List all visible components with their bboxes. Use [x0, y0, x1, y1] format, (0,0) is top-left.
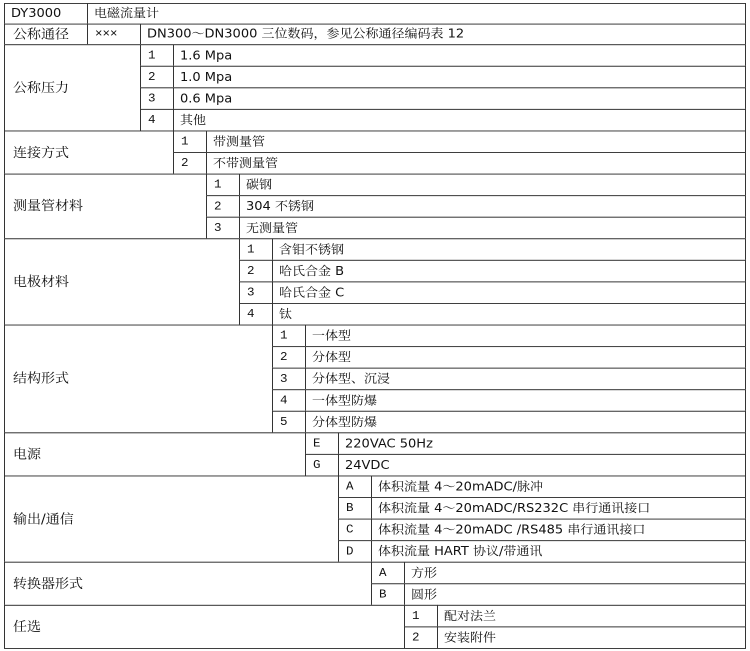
option-desc: 其他 [173, 109, 746, 132]
option-desc: 钛 [272, 303, 746, 326]
option-desc: 方形 [404, 562, 746, 585]
option-desc: 分体型防爆 [305, 411, 746, 434]
option-desc: 220VAC 50Hz [338, 432, 746, 455]
option-code: 2 [239, 260, 273, 283]
option-desc: 哈氏合金 C [272, 281, 746, 304]
option-code: A [371, 562, 405, 585]
diameter-desc: DN300～DN3000 三位数码，参见公称通径编码表 12 [140, 24, 746, 46]
option-code: 1 [140, 44, 174, 67]
option-code: 3 [140, 87, 174, 110]
option-desc: 不带测量管 [206, 152, 746, 175]
option-code: 2 [404, 626, 438, 649]
option-desc: 带测量管 [206, 131, 746, 154]
group-label: 转换器形式 [4, 562, 372, 606]
option-desc: 体积流量 4～20mADC /RS485 串行通讯接口 [371, 519, 746, 542]
option-code: 3 [206, 217, 240, 240]
option-code: 4 [239, 303, 273, 326]
option-desc: 含钼不锈钢 [272, 238, 746, 261]
option-code: 1 [206, 174, 240, 197]
option-code: 1 [239, 238, 273, 261]
group-label: 测量管材料 [4, 174, 207, 240]
option-code: 2 [206, 195, 240, 218]
option-code: C [338, 519, 372, 542]
option-desc: 1.6 Mpa [173, 44, 746, 67]
group-label: 输出/通信 [4, 476, 339, 563]
option-desc: 一体型防爆 [305, 389, 746, 412]
option-desc: 配对法兰 [437, 605, 746, 628]
option-desc: 体积流量 4～20mADC/脉冲 [371, 476, 746, 499]
option-desc: 圆形 [404, 583, 746, 606]
option-code: 2 [272, 346, 306, 369]
group-label: 电极材料 [4, 238, 240, 325]
option-code: B [371, 583, 405, 606]
option-code: 1 [404, 605, 438, 628]
group-label: 公称压力 [4, 44, 141, 131]
option-code: 4 [272, 389, 306, 412]
option-desc: 24VDC [338, 454, 746, 477]
option-code: 1 [173, 131, 207, 154]
option-code: 3 [239, 281, 273, 304]
option-code: B [338, 497, 372, 520]
option-code: 4 [140, 109, 174, 132]
option-code: 3 [272, 368, 306, 391]
option-desc: 体积流量 HART 协议/带通讯 [371, 540, 746, 563]
option-desc: 碳钢 [239, 174, 746, 197]
option-desc: 1.0 Mpa [173, 66, 746, 89]
option-code: 5 [272, 411, 306, 434]
option-code: A [338, 476, 372, 499]
option-code: 2 [140, 66, 174, 89]
group-label: 结构形式 [4, 325, 273, 434]
option-desc: 0.6 Mpa [173, 87, 746, 110]
group-label: 任选 [4, 605, 405, 649]
group-label: 连接方式 [4, 131, 174, 175]
diameter-code: ××× [87, 24, 141, 46]
product-name: 电磁流量计 [87, 3, 746, 25]
option-desc: 一体型 [305, 325, 746, 348]
option-code: 1 [272, 325, 306, 348]
option-code: D [338, 540, 372, 563]
model-selection-table [4, 3, 745, 645]
option-desc: 304 不锈钢 [239, 195, 746, 218]
option-desc: 分体型 [305, 346, 746, 369]
model-code: DY3000 [4, 3, 88, 25]
option-desc: 安装附件 [437, 626, 746, 649]
option-code: G [305, 454, 339, 477]
diameter-label: 公称通径 [4, 24, 88, 46]
option-desc: 无测量管 [239, 217, 746, 240]
option-desc: 体积流量 4～20mADC/RS232C 串行通讯接口 [371, 497, 746, 520]
option-code: 2 [173, 152, 207, 175]
option-desc: 分体型、沉浸 [305, 368, 746, 391]
option-desc: 哈氏合金 B [272, 260, 746, 283]
option-code: E [305, 432, 339, 455]
group-label: 电源 [4, 432, 306, 476]
